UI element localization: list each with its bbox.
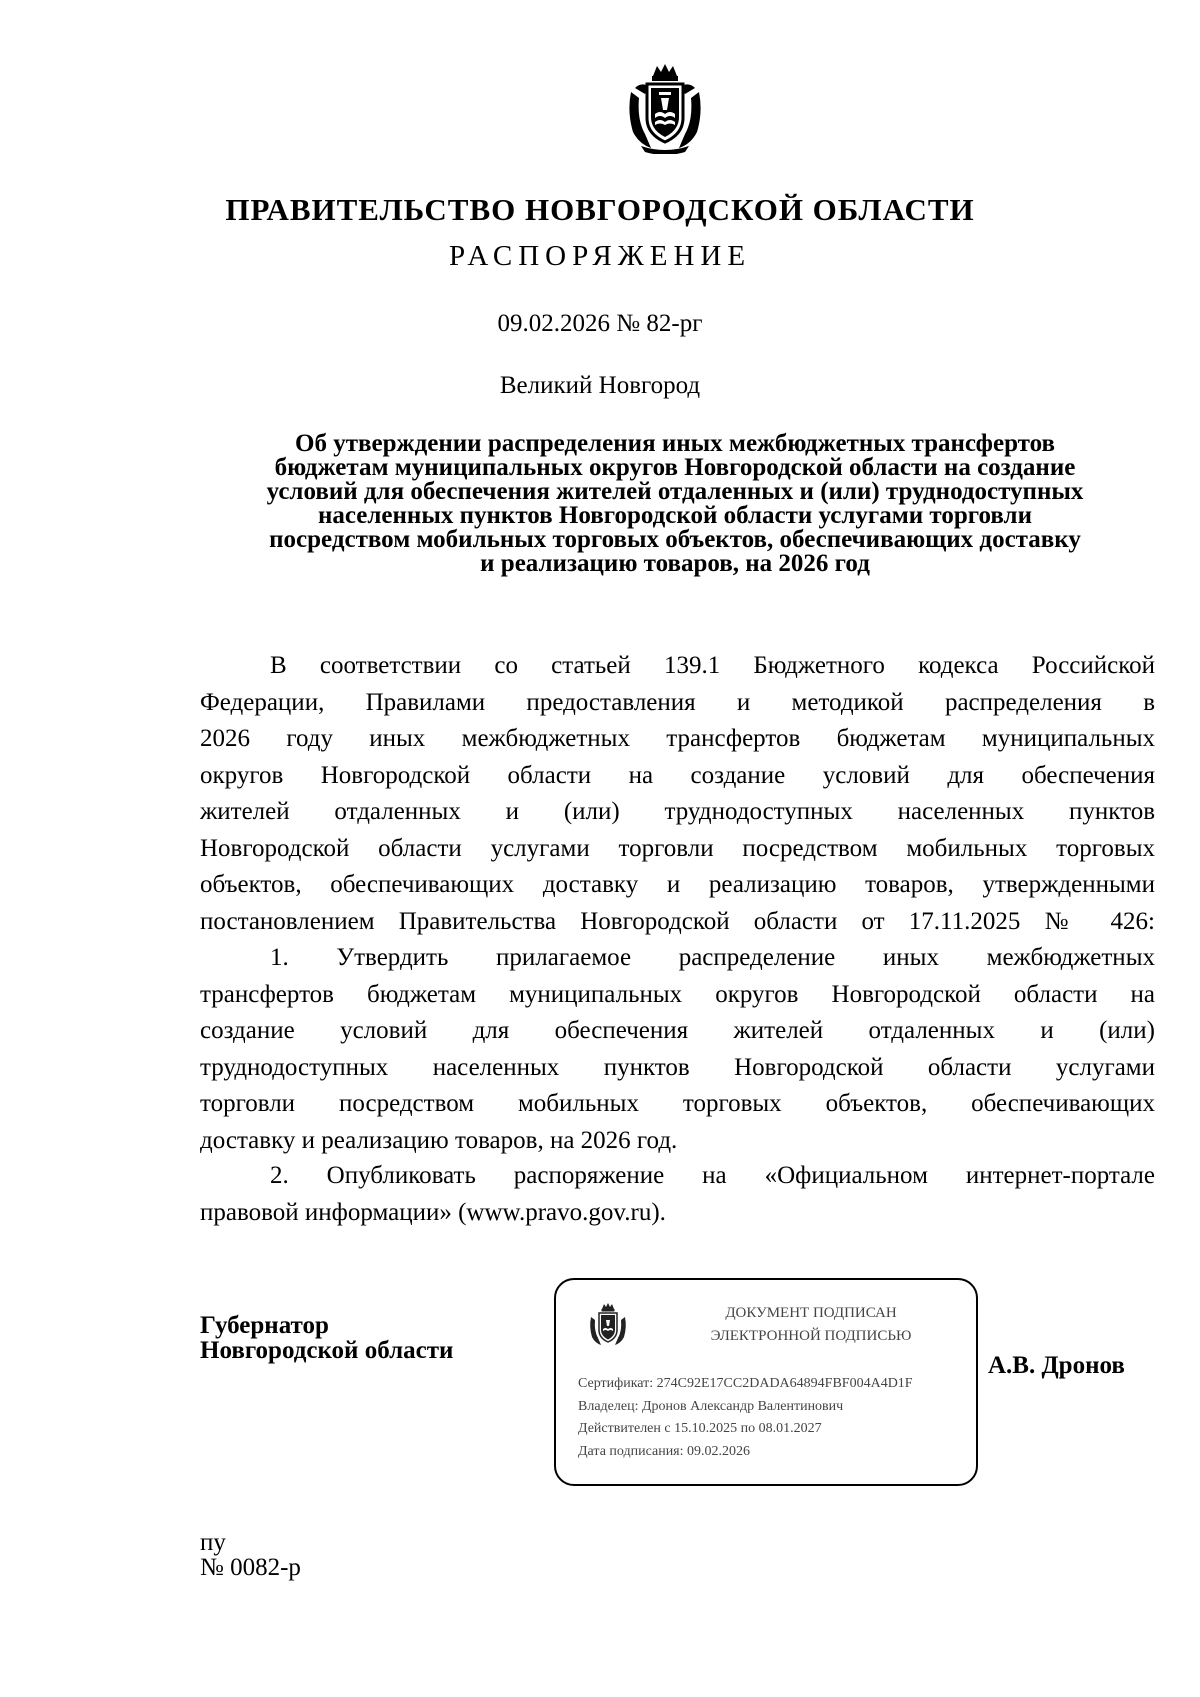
organization-title: ПРАВИТЕЛЬСТВО НОВГОРОДСКОЙ ОБЛАСТИ — [225, 192, 975, 227]
stamp-owner: Владелец: Дронов Александр Валентинович — [578, 1398, 844, 1414]
subject-line: условий для обеспечения жителей отдаленных и (или) труднодоступных — [266, 478, 1084, 505]
preamble-line: В соответствии со статьей 139.1 Бюджетного кодекса Российской — [270, 652, 1155, 679]
footer-line: пу — [200, 1529, 226, 1556]
preamble-line: Федерации, Правилами предоставления и методикой распределения в — [200, 688, 1155, 716]
stamp-signing-date: Дата подписания: 09.02.2026 — [578, 1443, 751, 1459]
item-1-line: трансфертов бюджетам муниципальных округов Новгородской области на — [200, 980, 1155, 1008]
preamble-line: постановлением Правительства Новгородской области от 17.11.2025 № 426: — [200, 907, 1155, 935]
preamble-paragraph — [200, 648, 1155, 940]
subject-line: Об утверждении распределения иных межбюджетных трансфертов — [295, 430, 1055, 457]
signatory-position-line: Губернатор — [200, 1312, 329, 1339]
stamp-title-line: ЭЛЕКТРОННОЙ ПОДПИСЬЮ — [710, 1328, 912, 1344]
signatory-position-line: Новгородской области — [200, 1337, 454, 1364]
subject-line: посредством мобильных торговых объектов, обеспечивающих доставку — [269, 526, 1081, 553]
item-2-paragraph — [200, 1158, 1155, 1231]
preamble-line: жителей отдаленных и (или) труднодоступных населенных пунктов — [200, 798, 1155, 825]
item-2-line: 2. Опубликовать распоряжение на «Официальном интернет-портале — [270, 1162, 1155, 1189]
stamp-coat-of-arms-icon — [588, 1302, 628, 1348]
coat-of-arms-icon — [625, 62, 705, 154]
signatory-position — [200, 1313, 453, 1363]
subject-line: населенных пунктов Новгородской области услугами торговли — [318, 502, 1032, 529]
item-1-line: труднодоступных населенных пунктов Новгородской области услугами — [200, 1053, 1155, 1081]
stamp-validity: Действителен с 15.10.2025 по 08.01.2027 — [578, 1421, 822, 1436]
registration-footer — [200, 1530, 301, 1580]
item-2-line: правовой информации» (www.pravo.gov.ru). — [200, 1198, 666, 1226]
document-type: РАСПОРЯЖЕНИЕ — [448, 240, 752, 272]
stamp-certificate: Сертификат: 274C92E17CC2DADA64894FBF004A4D1F — [578, 1376, 913, 1391]
preamble-line: объектов, обеспечивающих доставку и реализацию товаров, утвержденными — [200, 871, 1155, 898]
stamp-title — [656, 1302, 966, 1348]
item-1-paragraph — [200, 940, 1155, 1159]
footer-line: № 0082-р — [200, 1554, 301, 1581]
stamp-title-line: ДОКУМЕНТ ПОДПИСАН — [725, 1305, 897, 1321]
document-subject — [195, 432, 1155, 576]
e-signature-stamp — [554, 1278, 978, 1486]
signer-name: А.В. Дронов — [988, 1352, 1125, 1379]
preamble-line: 2026 году иных межбюджетных трансфертов бюджетам муниципальных — [200, 725, 1155, 752]
preamble-line: округов Новгородской области на создание условий для обеспечения — [200, 761, 1155, 789]
stamp-details — [578, 1373, 913, 1463]
item-1-line: доставку и реализацию товаров, на 2026 год. — [200, 1126, 678, 1154]
preamble-line: Новгородской области услугами торговли посредством мобильных торговых — [200, 834, 1155, 862]
item-1-line: торговли посредством мобильных торговых объектов, обеспечивающих — [200, 1090, 1155, 1117]
subject-line: и реализацию товаров, на 2026 год — [480, 550, 870, 577]
item-1-line: 1. Утвердить прилагаемое распределение иных межбюджетных — [270, 944, 1155, 971]
item-1-line: создание условий для обеспечения жителей отдаленных и (или) — [200, 1017, 1155, 1044]
document-city: Великий Новгород — [499, 372, 701, 399]
document-date-number: 09.02.2026 № 82-рг — [497, 310, 703, 337]
subject-line: бюджетам муниципальных округов Новгородской области на создание — [274, 454, 1076, 481]
